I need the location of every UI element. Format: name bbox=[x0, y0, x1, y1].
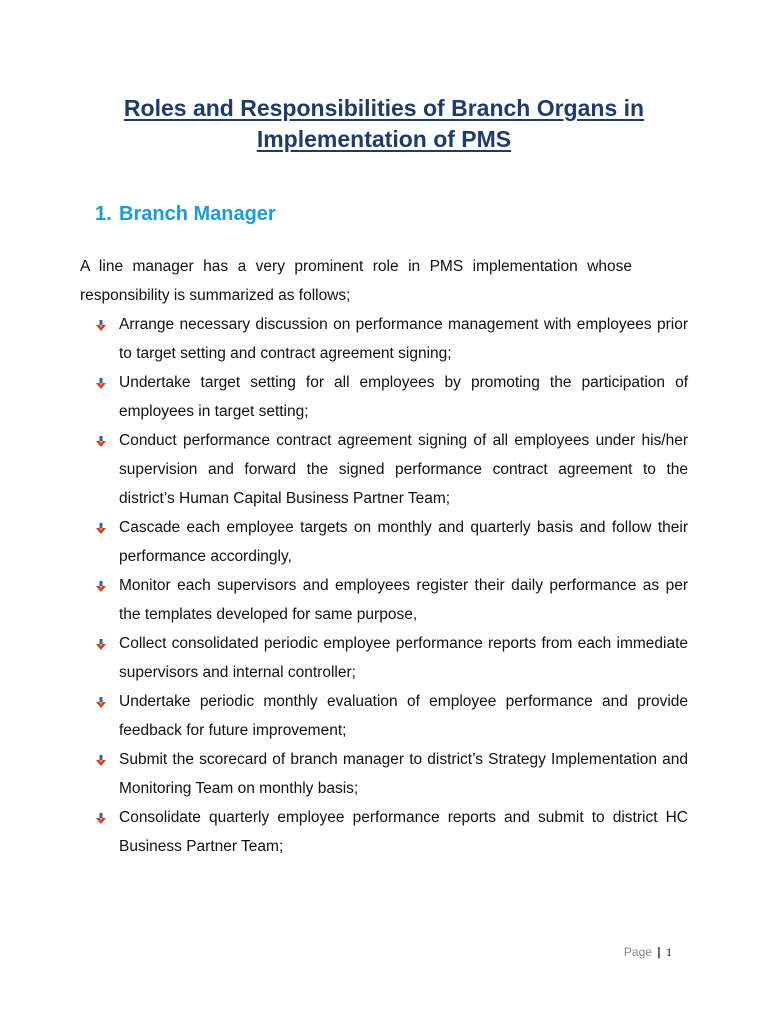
arrow-down-icon bbox=[96, 378, 106, 390]
list-item bbox=[96, 745, 688, 803]
section-title: Branch Manager bbox=[119, 203, 276, 225]
arrow-down-icon bbox=[96, 581, 106, 593]
list-item bbox=[96, 687, 688, 745]
list-item-text: Monitor each supervisors and employees register their daily performance as per the templates developed for same purpose, bbox=[119, 577, 688, 623]
list-item-text: Conduct performance contract agreement signing of all employees under his/her supervision and forward the signed performance contract agreement to the district’s Human Capital Business Partner Team; bbox=[119, 432, 688, 507]
list-item-text: Arrange necessary discussion on performance management with employees prior to target setting and contract agreement signing; bbox=[119, 316, 688, 362]
list-item bbox=[96, 571, 688, 629]
arrow-down-icon bbox=[96, 436, 106, 448]
page-number: 1 bbox=[666, 945, 672, 959]
list-item bbox=[96, 426, 688, 513]
intro-line-1: A line manager has a very prominent role in PMS implementation whose bbox=[80, 258, 632, 275]
arrow-down-icon bbox=[96, 320, 106, 332]
page-title-line-2: Implementation of PMS bbox=[256, 126, 512, 152]
intro-paragraph bbox=[80, 252, 632, 310]
list-item bbox=[96, 803, 688, 861]
section-number: 1. bbox=[95, 203, 112, 225]
page-footer bbox=[600, 944, 672, 960]
arrow-down-icon bbox=[96, 523, 106, 535]
responsibility-list bbox=[96, 310, 688, 861]
arrow-down-icon bbox=[96, 639, 106, 651]
arrow-down-icon bbox=[96, 755, 106, 767]
list-item bbox=[96, 368, 688, 426]
list-item-text: Consolidate quarterly employee performance reports and submit to district HC Business Partner Team; bbox=[119, 809, 688, 855]
page-title-line-1: Roles and Responsibilities of Branch Organs in bbox=[123, 95, 645, 121]
list-item bbox=[96, 629, 688, 687]
list-item bbox=[96, 513, 688, 571]
list-item-text: Collect consolidated periodic employee performance reports from each immediate supervisors and internal controller; bbox=[119, 635, 688, 681]
arrow-down-icon bbox=[96, 813, 106, 825]
page-title bbox=[60, 93, 708, 155]
page-label: Page bbox=[623, 945, 652, 959]
list-item-text: Submit the scorecard of branch manager to district’s Strategy Implementation and Monitoring Team on monthly basis; bbox=[119, 751, 688, 797]
list-item bbox=[96, 310, 688, 368]
intro-line-2: responsibility is summarized as follows; bbox=[80, 287, 351, 304]
list-item-text: Undertake periodic monthly evaluation of employee performance and provide feedback for future improvement; bbox=[119, 693, 688, 739]
section-heading bbox=[95, 200, 276, 228]
list-item-text: Cascade each employee targets on monthly and quarterly basis and follow their performance accordingly, bbox=[119, 519, 688, 565]
list-item-text: Undertake target setting for all employees by promoting the participation of employees in target setting; bbox=[119, 374, 688, 420]
arrow-down-icon bbox=[96, 697, 106, 709]
page-separator: | bbox=[657, 945, 661, 959]
